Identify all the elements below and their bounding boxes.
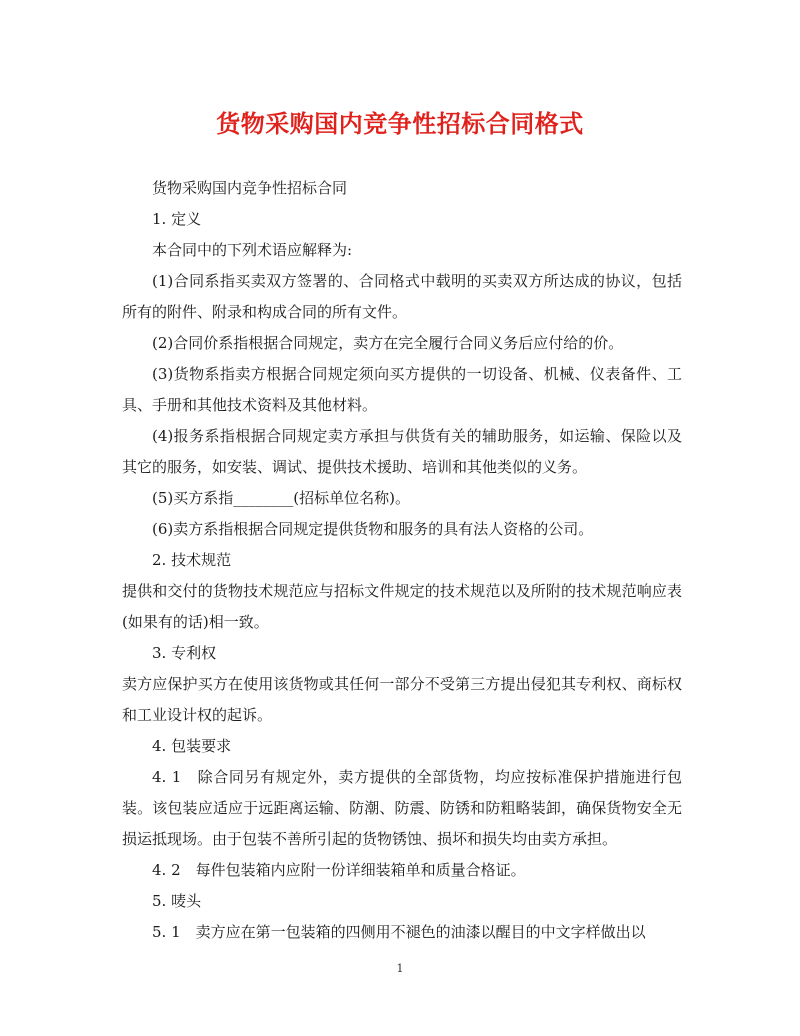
paragraph: 4. 1 除合同另有规定外，卖方提供的全部货物，均应按标准保护措施进行包装。该包装应适应于远距离运输、防潮、防震、防锈和防粗略装卸，确保货物安全无损运抵现场。由于包装不善所引起的货物锈蚀、损坏和损失均由卖方承担。 — [122, 768, 682, 848]
section-heading: 4. 包装要求 — [152, 737, 232, 755]
section-heading: 2. 技术规范 — [152, 551, 232, 569]
paragraph: (6)卖方系指根据合同规定提供货物和服务的具有法人资格的公司。 — [152, 520, 594, 538]
paragraph: (1)合同系指买卖双方签署的、合同格式中载明的买卖双方所达成的协议，包括所有的附件、附录和构成合同的所有文件。 — [122, 272, 682, 321]
paragraph: (4)报务系指根据合同规定卖方承担与供货有关的辅助服务，如运输、保险以及其它的服务，如安装、调试、提供技术援助、培训和其他类似的义务。 — [122, 427, 682, 476]
paragraph: 本合同中的下列术语应解释为: — [152, 241, 353, 259]
section-heading: 1. 定义 — [152, 210, 202, 228]
paragraph: (2)合同价系指根据合同规定，卖方在完全履行合同义务后应付给的价。 — [152, 334, 624, 352]
document-title: 货物采购国内竞争性招标合同格式 — [216, 109, 584, 138]
paragraph: (3)货物系指卖方根据合同规定须向买方提供的一切设备、机械、仪表备件、工具、手册和其他技术资料及其他材料。 — [122, 365, 682, 414]
paragraph: (5)买方系指________(招标单位名称)。 — [152, 489, 410, 507]
page-number: 1 — [396, 962, 404, 975]
document-body — [122, 173, 682, 948]
section-heading: 3. 专利权 — [152, 644, 217, 662]
paragraph: 5. 1 卖方应在第一包装箱的四侧用不褪色的油漆以醒目的中文字样做出以 — [152, 923, 646, 941]
paragraph: 提供和交付的货物技术规范应与招标文件规定的技术规范以及所附的技术规范响应表(如果有的话)相一致。 — [122, 582, 682, 631]
paragraph: 4. 2 每件包装箱内应附一份详细装箱单和质量合格证。 — [152, 861, 526, 879]
paragraph: 卖方应保护买方在使用该货物或其任何一部分不受第三方提出侵犯其专利权、商标权和工业设计权的起诉。 — [122, 675, 682, 724]
paragraph: 货物采购国内竞争性招标合同 — [152, 179, 348, 197]
section-heading: 5. 唛头 — [152, 892, 202, 910]
